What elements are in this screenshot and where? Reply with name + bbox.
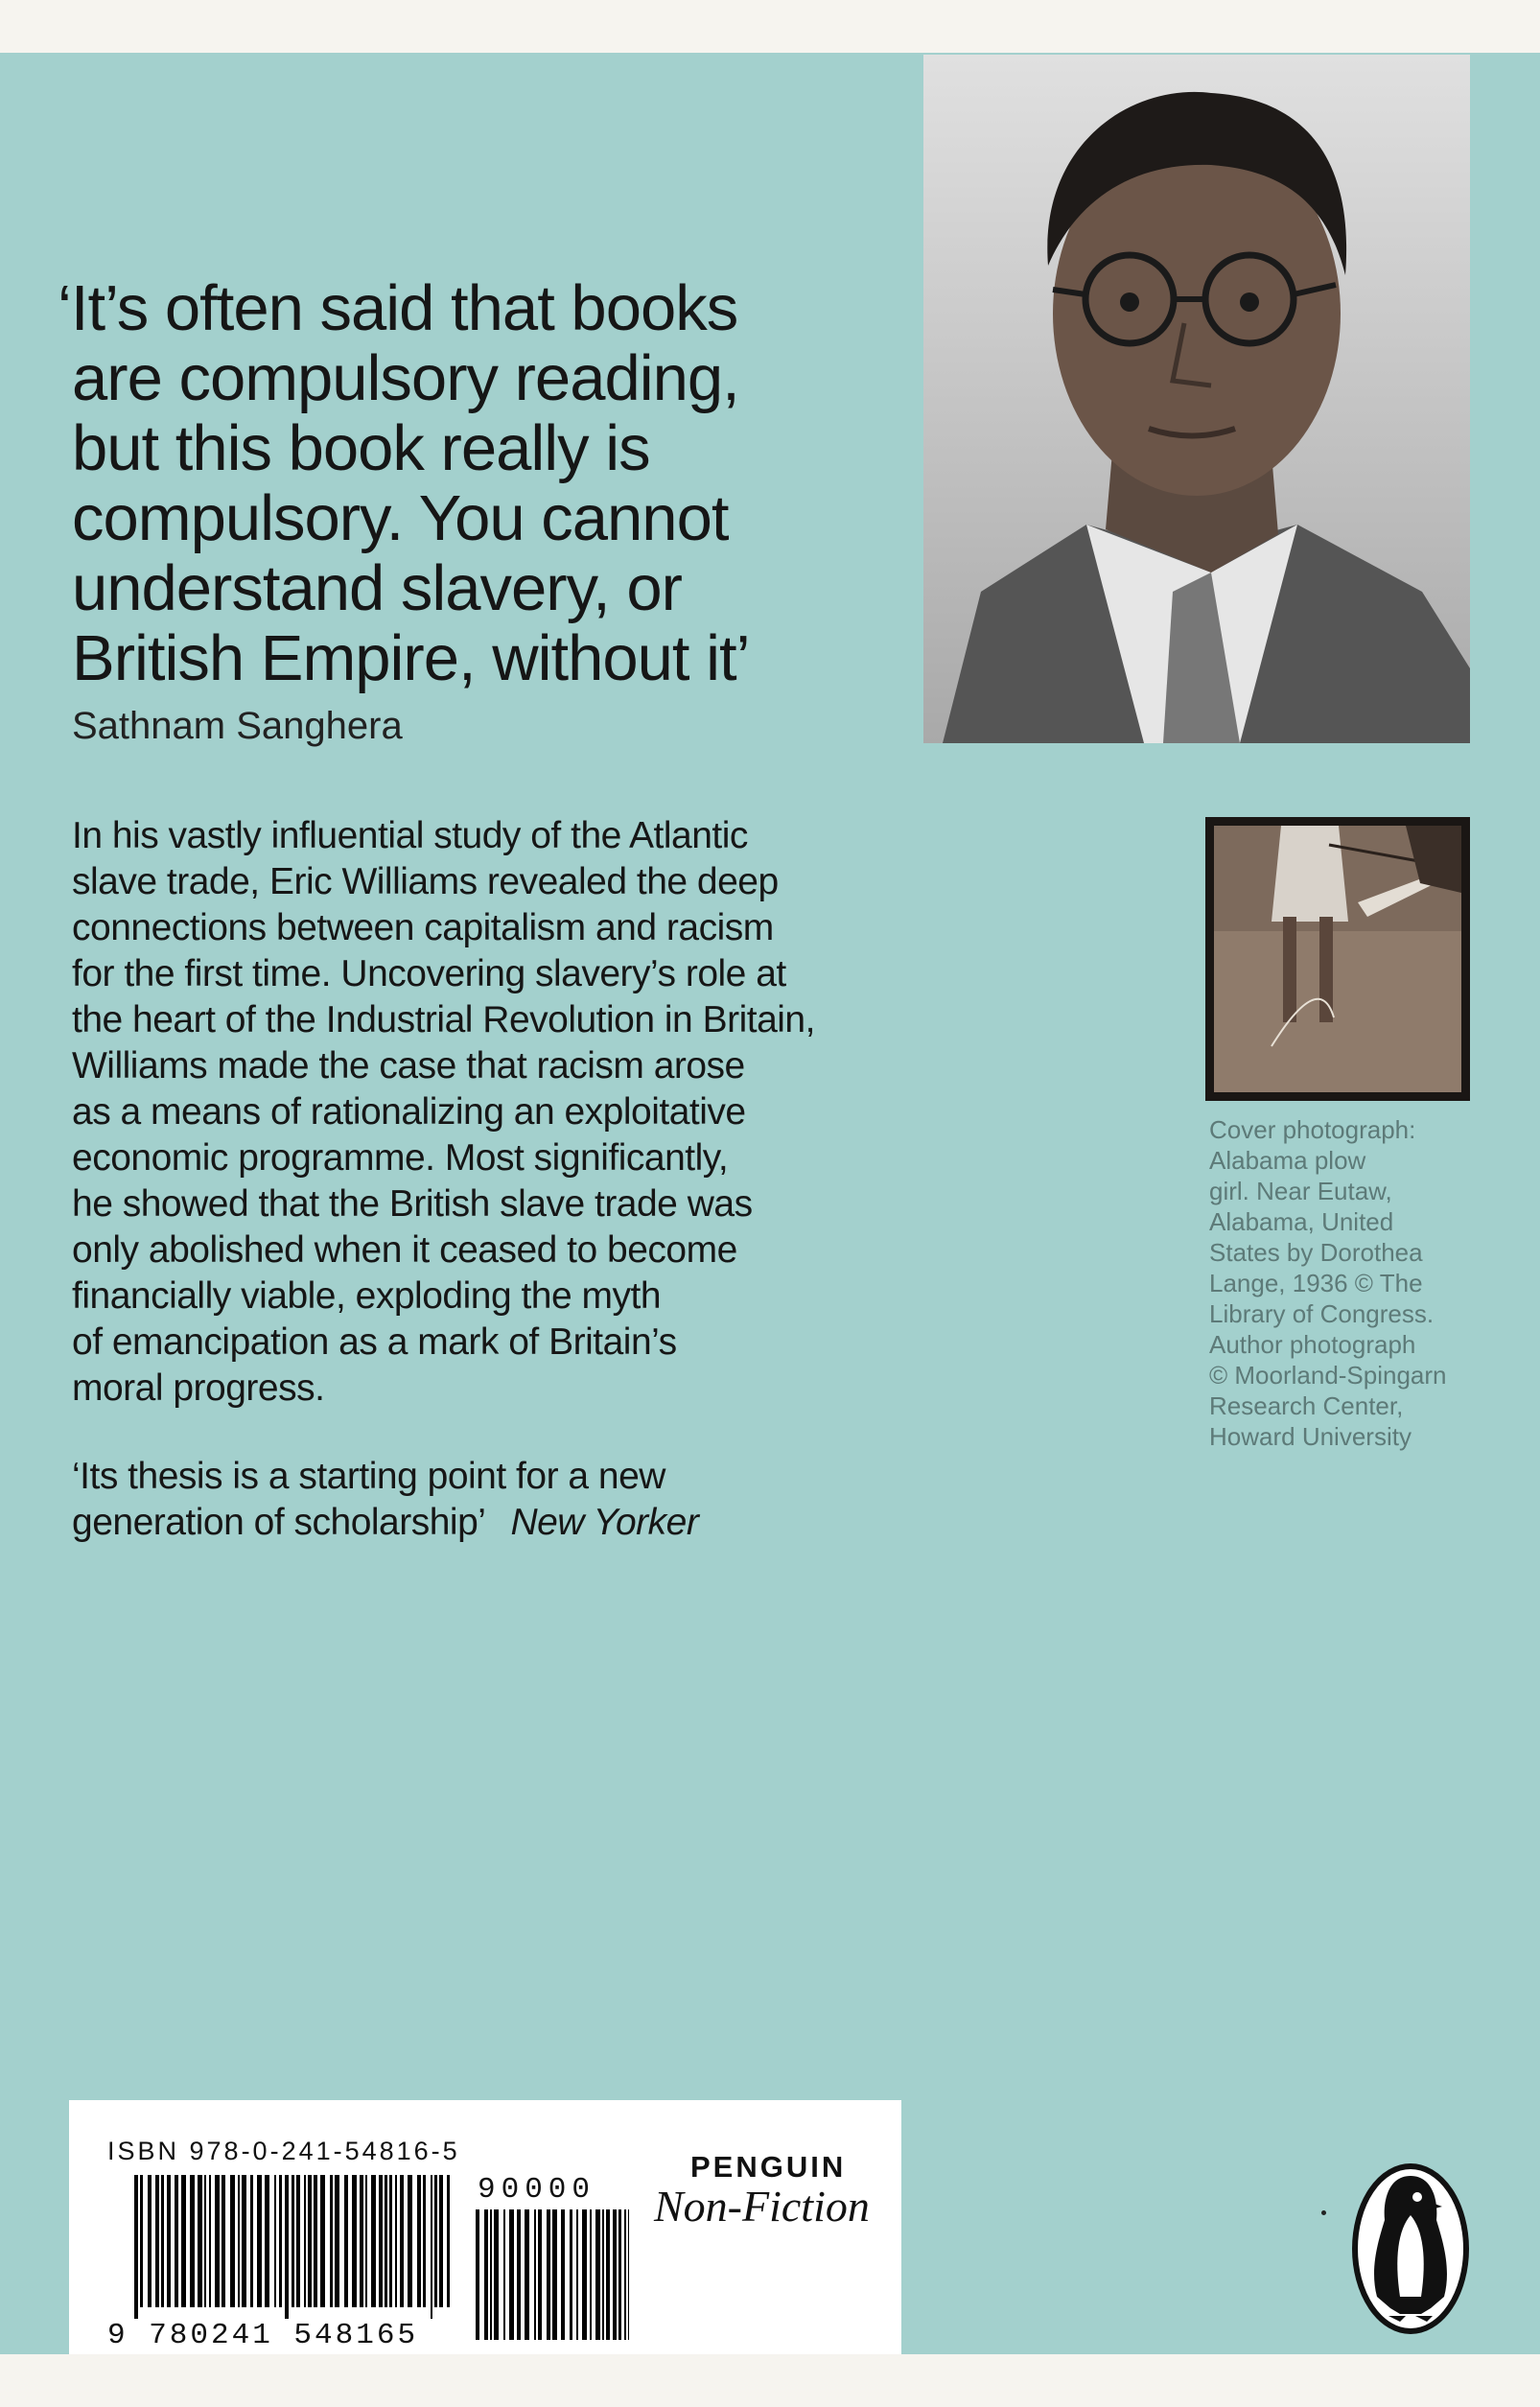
barcode-bar xyxy=(509,2209,514,2340)
barcode-bar xyxy=(389,2175,392,2307)
credit-line: Lange, 1936 © The xyxy=(1209,1269,1423,1297)
credit-line: Cover photograph: xyxy=(1209,1115,1416,1144)
barcode-bar xyxy=(204,2175,206,2307)
barcode-bar xyxy=(292,2175,294,2307)
barcode-bar xyxy=(308,2175,312,2307)
barcode-bar xyxy=(238,2175,240,2307)
barcode-bar xyxy=(624,2209,626,2340)
barcode-bar xyxy=(285,2175,289,2319)
quote-line: compulsory. You cannot xyxy=(72,482,729,554)
credit-line: Howard University xyxy=(1209,1422,1412,1451)
barcode-bar xyxy=(175,2175,178,2307)
barcode-bar xyxy=(335,2175,339,2307)
cover-photograph-thumbnail xyxy=(1205,817,1470,1101)
publisher-name: PENGUIN xyxy=(690,2150,847,2184)
barcode-bar xyxy=(602,2209,604,2340)
barcode-bar xyxy=(534,2209,536,2340)
credit-line: States by Dorothea xyxy=(1209,1238,1423,1267)
barcode-bar xyxy=(161,2175,164,2307)
credit-line: © Moorland-Spingarn xyxy=(1209,1361,1447,1390)
price-code: 90000 xyxy=(478,2173,596,2207)
quote-line: ‘It’s often said that books xyxy=(58,272,738,344)
penguin-logo-icon xyxy=(1350,2162,1471,2335)
barcode-bar xyxy=(417,2175,421,2307)
blurb-line: slave trade, Eric Williams revealed the deep xyxy=(72,861,779,902)
barcode-bar xyxy=(628,2209,629,2340)
barcode-bar xyxy=(552,2209,557,2340)
barcode-bar xyxy=(140,2175,143,2307)
barcode-bar xyxy=(360,2175,363,2307)
barcode-bar xyxy=(484,2209,488,2340)
barcode-bar xyxy=(134,2175,138,2319)
review-quote xyxy=(72,1454,935,1546)
barcode-bar xyxy=(379,2175,383,2307)
credit-line: Library of Congress. xyxy=(1209,1299,1435,1328)
blurb-line: economic programme. Most significantly, xyxy=(72,1137,729,1179)
blurb-line: In his vastly influential study of the Atlantic xyxy=(72,815,748,856)
barcode-bar xyxy=(296,2175,300,2307)
barcode-bar xyxy=(304,2175,306,2307)
barcode-bar xyxy=(503,2209,505,2340)
barcode-bar xyxy=(547,2209,550,2340)
barcode-bar xyxy=(561,2209,565,2340)
review-source: New Yorker xyxy=(510,1502,699,1543)
author-photograph xyxy=(923,55,1470,743)
pull-quote xyxy=(58,273,892,693)
price-barcode xyxy=(476,2209,629,2351)
barcode-bar xyxy=(148,2175,152,2307)
credit-line: Alabama, United xyxy=(1209,1207,1394,1236)
barcode-bar xyxy=(590,2209,592,2340)
blurb-line: Williams made the case that racism arose xyxy=(72,1045,745,1087)
plow-girl-illustration xyxy=(1214,826,1461,1092)
blurb-line: for the first time. Uncovering slavery’s role at xyxy=(72,953,786,994)
credit-line: girl. Near Eutaw, xyxy=(1209,1177,1392,1205)
barcode-bar xyxy=(181,2175,186,2307)
barcode-bar xyxy=(490,2209,492,2340)
barcode-bar xyxy=(190,2175,195,2307)
barcode-bar xyxy=(476,2209,479,2340)
quote-author: Sathnam Sanghera xyxy=(72,705,403,747)
quote-line: British Empire, without it’ xyxy=(72,622,750,694)
book-description xyxy=(72,813,916,1412)
barcode-bar xyxy=(167,2175,171,2307)
review-line-2 xyxy=(72,1500,935,1546)
barcode-bar xyxy=(215,2175,220,2307)
book-category: Non-Fiction xyxy=(654,2182,870,2231)
barcode-bar xyxy=(265,2175,269,2307)
barcode-bar xyxy=(352,2175,357,2307)
barcode-bar xyxy=(408,2175,412,2307)
barcode-bar xyxy=(525,2209,529,2340)
quote-line: but this book really is xyxy=(72,412,650,484)
barcode-bar xyxy=(494,2209,499,2340)
barcode-bar xyxy=(439,2175,443,2307)
barcode-bar xyxy=(320,2175,325,2307)
barcode-bar xyxy=(330,2175,333,2307)
barcode-bar xyxy=(517,2209,521,2340)
barcode-bar xyxy=(434,2175,437,2307)
author-portrait-illustration xyxy=(923,55,1470,743)
blurb-line: financially viable, exploding the myth xyxy=(72,1275,662,1317)
ean-barcode xyxy=(134,2175,451,2319)
blurb-line: of emancipation as a mark of Britain’s xyxy=(72,1321,677,1363)
barcode-bar xyxy=(538,2209,542,2340)
barcode-bar xyxy=(314,2175,317,2307)
blurb-line: only abolished when it ceased to become xyxy=(72,1229,737,1271)
quote-line: understand slavery, or xyxy=(72,552,682,624)
photo-credit xyxy=(1209,1114,1497,1452)
barcode-bar xyxy=(431,2175,432,2319)
barcode-bar xyxy=(447,2175,450,2307)
barcode-bar xyxy=(257,2175,262,2307)
credit-line: Research Center, xyxy=(1209,1391,1404,1420)
barcode-bar xyxy=(385,2175,387,2307)
print-mark xyxy=(1321,2210,1326,2215)
barcode-bar xyxy=(582,2209,587,2340)
barcode-bar xyxy=(222,2175,225,2307)
review-text: generation of scholarship’ xyxy=(72,1502,486,1543)
barcode-bar xyxy=(606,2209,610,2340)
cover-photograph-image xyxy=(1214,826,1461,1092)
barcode-bar xyxy=(198,2175,202,2307)
barcode-bar xyxy=(209,2175,211,2307)
barcode-bar xyxy=(230,2175,235,2307)
barcode-bar xyxy=(618,2209,621,2340)
barcode-bar xyxy=(365,2175,367,2307)
barcode-bar xyxy=(371,2175,376,2307)
barcode-bar xyxy=(595,2209,600,2340)
review-line: ‘Its thesis is a starting point for a new xyxy=(72,1456,665,1497)
quote-line: are compulsory reading, xyxy=(72,342,739,414)
barcode-bar xyxy=(395,2175,397,2307)
barcode-bar xyxy=(344,2175,348,2307)
barcode-bar xyxy=(576,2209,578,2340)
barcode-panel xyxy=(69,2100,901,2354)
isbn-label: ISBN 978-0-241-54816-5 xyxy=(107,2137,460,2165)
blurb-line: connections between capitalism and racism xyxy=(72,907,774,948)
credit-line: Author photograph xyxy=(1209,1330,1416,1359)
barcode-bar xyxy=(274,2175,276,2307)
barcode-bar xyxy=(570,2209,572,2340)
barcode-bar xyxy=(613,2209,617,2340)
barcode-bar xyxy=(423,2175,426,2307)
barcode-bar xyxy=(279,2175,282,2307)
blurb-line: as a means of rationalizing an exploitative xyxy=(72,1091,746,1133)
barcode-bar xyxy=(242,2175,246,2307)
barcode-bar xyxy=(400,2175,404,2307)
barcode-digits: 9 780241 548165 xyxy=(107,2319,419,2352)
barcode-bar xyxy=(155,2175,159,2307)
blurb-line: the heart of the Industrial Revolution in Britain, xyxy=(72,999,815,1040)
credit-line: Alabama plow xyxy=(1209,1146,1366,1175)
barcode-bar xyxy=(250,2175,253,2307)
blurb-line: he showed that the British slave trade was xyxy=(72,1183,753,1225)
blurb-line: moral progress. xyxy=(72,1367,325,1409)
